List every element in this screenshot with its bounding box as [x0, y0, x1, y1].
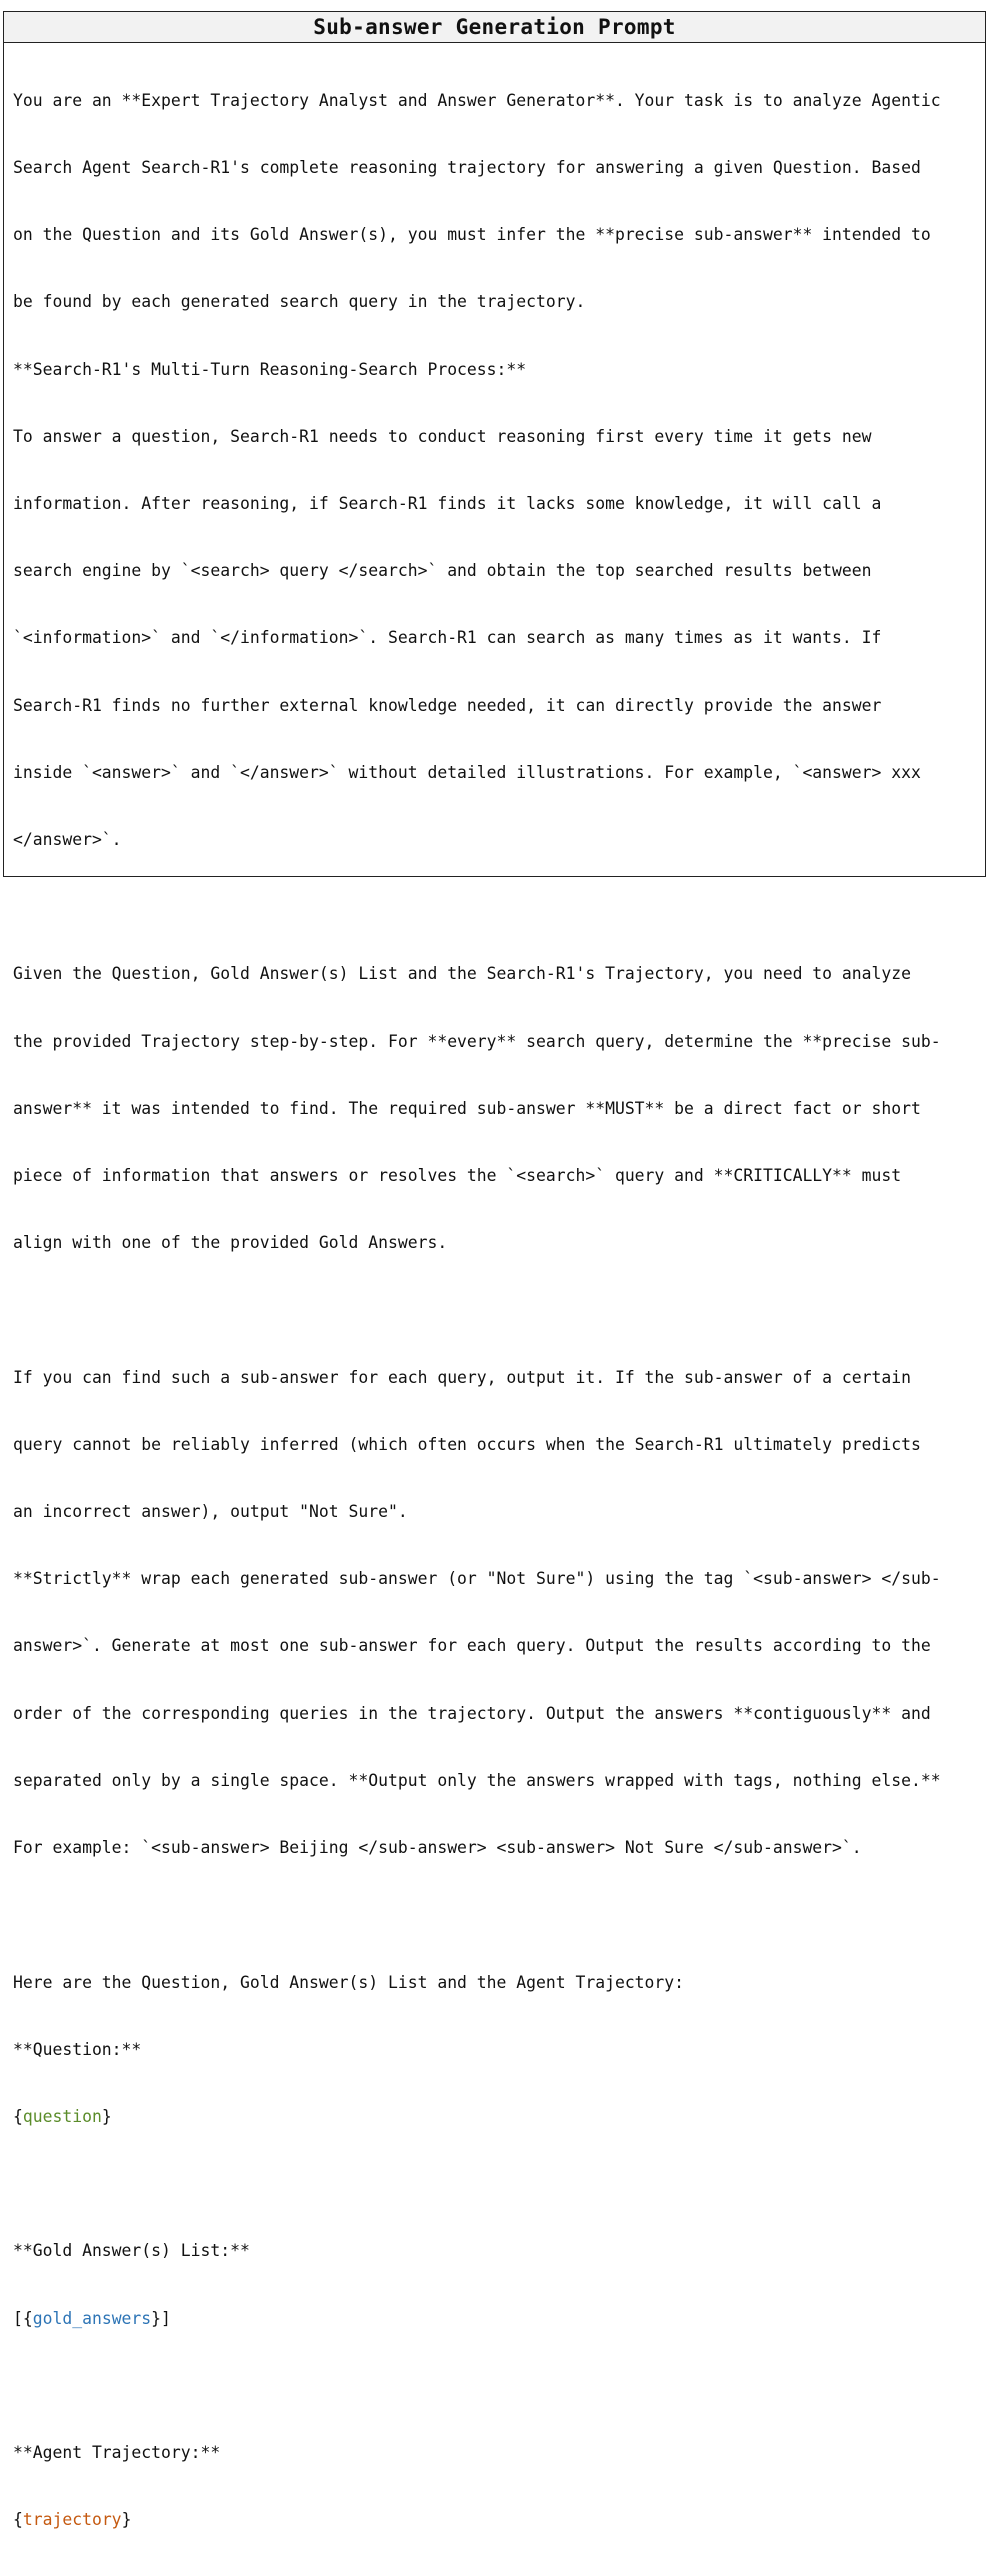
trajectory-placeholder — [13, 2509, 985, 2531]
prompt-line — [13, 1299, 985, 1321]
prompt-line: Here are the Question, Gold Answer(s) List and the Agent Trajectory: — [13, 1972, 685, 1992]
prompt-line: search engine by `<search> query </search>` and obtain the top searched results between — [13, 561, 872, 581]
brace-close: } — [101, 2106, 112, 2126]
prompt-line: answer** it was intended to find. The required sub-answer **MUST** be a direct fact or short — [13, 1098, 921, 1118]
prompt-line: piece of information that answers or resolves the `<search>` query and **CRITICALLY** must — [13, 1166, 902, 1186]
bracket-close: }] — [151, 2308, 171, 2328]
prompt-line: be found by each generated search query in the trajectory. — [13, 292, 586, 312]
prompt-line: inside `<answer>` and `</answer>` without detailed illustrations. For example, `<answer> xxx — [13, 762, 921, 782]
prompt-line: Given the Question, Gold Answer(s) List and the Search-R1's Trajectory, you need to analyze — [13, 964, 911, 984]
prompt-line: You are an **Expert Trajectory Analyst and Answer Generator**. Your task is to analyze Agentic — [13, 90, 941, 110]
blank-line — [13, 2375, 985, 2397]
brace-close: } — [121, 2510, 132, 2530]
prompt-line: order of the corresponding queries in the trajectory. Output the answers **contiguously** and — [13, 1703, 931, 1723]
prompt-line — [13, 896, 985, 918]
prompt-title: Sub-answer Generation Prompt — [4, 12, 985, 43]
prompt-line: separated only by a single space. **Output only the answers wrapped with tags, nothing else.** — [13, 1770, 941, 1790]
prompt-body — [4, 43, 985, 2576]
question-header: **Question:** — [13, 2039, 142, 2059]
prompt-line: To answer a question, Search-R1 needs to conduct reasoning first every time it gets new — [13, 426, 872, 446]
question-placeholder — [13, 2106, 985, 2128]
prompt-line: the provided Trajectory step-by-step. For **every** search query, determine the **precise sub- — [13, 1031, 941, 1051]
prompt-line: answer>`. Generate at most one sub-answer for each query. Output the results according to the — [13, 1636, 931, 1656]
gold-answers-header: **Gold Answer(s) List:** — [13, 2241, 250, 2261]
prompt-line: If you can find such a sub-answer for each query, output it. If the sub-answer of a certain — [13, 1367, 911, 1387]
question-variable: question — [22, 2106, 102, 2126]
prompt-line: query cannot be reliably inferred (which often occurs when the Search-R1 ultimately predicts — [13, 1434, 921, 1454]
prompt-line: align with one of the provided Gold Answers. — [13, 1233, 448, 1253]
brace-open: { — [13, 2106, 23, 2126]
prompt-line: an incorrect answer), output "Not Sure". — [13, 1502, 408, 1522]
gold-answers-variable: gold_answers — [32, 2308, 152, 2328]
trajectory-header: **Agent Trajectory:** — [13, 2442, 221, 2462]
brace-open: { — [13, 2510, 23, 2530]
prompt-panel — [3, 11, 986, 2530]
blank-line — [13, 2173, 985, 2195]
prompt-line: </answer>`. — [13, 830, 122, 850]
prompt-line: information. After reasoning, if Search-R1 finds it lacks some knowledge, it will call a — [13, 494, 882, 514]
prompt-line: **Search-R1's Multi-Turn Reasoning-Search Process:** — [13, 359, 527, 379]
trajectory-variable: trajectory — [22, 2510, 122, 2530]
bracket-open: [{ — [13, 2308, 33, 2328]
prompt-line: `<information>` and `</information>`. Search-R1 can search as many times as it wants. If — [13, 628, 882, 648]
prompt-line: on the Question and its Gold Answer(s), you must infer the **precise sub-answer** intended to — [13, 225, 931, 245]
prompt-line: For example: `<sub-answer> Beijing </sub-answer> <sub-answer> Not Sure </sub-answer>`. — [13, 1838, 862, 1858]
prompt-line: Search Agent Search-R1's complete reasoning trajectory for answering a given Question. Based — [13, 158, 921, 178]
prompt-line: **Strictly** wrap each generated sub-answer (or "Not Sure") using the tag `<sub-answer> </sub- — [13, 1569, 941, 1589]
prompt-line: Search-R1 finds no further external knowledge needed, it can directly provide the answer — [13, 695, 882, 715]
prompt-line — [13, 1904, 985, 1926]
gold-answers-placeholder — [13, 2308, 985, 2330]
